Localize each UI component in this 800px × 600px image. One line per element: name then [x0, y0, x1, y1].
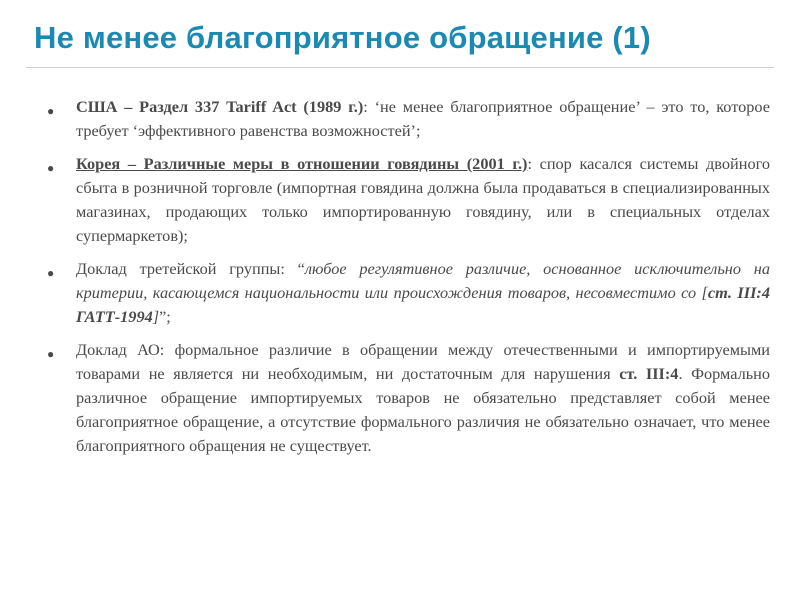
article-reference: ст. III:4: [619, 364, 679, 383]
bullet-item-korea-beef: [28, 152, 770, 248]
bullet-text: : ‘не менее благоприятное обращение’ – это то, которое требует ‘эффективного равенства возможностей’;: [76, 97, 770, 140]
bullet-list: [28, 95, 770, 467]
panel-quote: любое регулятивное различие, основанное исключительно на критерии, касающемся национальности или происхождения товаров, несовместимо со [: [76, 259, 770, 302]
bullet-dot-icon: ●: [47, 161, 55, 175]
panel-quote-end: ]: [152, 307, 160, 326]
case-reference: Корея – Различные меры в отношении говядины (2001 г.): [76, 154, 528, 173]
bullet-text: : спор касался системы двойного сбыта в розничной торговле (импортная говядина должна была продаваться в специализированных магазинах, продающих только импортированную говядину, или в специальных отделах супермаркетов);: [76, 154, 771, 245]
case-reference: США – Раздел 337 Tariff Act (1989 г.): [76, 97, 364, 116]
bullet-dot-icon: ●: [47, 266, 55, 280]
bullet-dot-icon: ●: [47, 104, 55, 118]
bullet-item-appellate-report: [28, 338, 770, 458]
article-reference: ст. III:4 ГАТТ-1994: [76, 283, 770, 326]
bullet-dot-icon: ●: [47, 347, 55, 361]
bullet-tail: . Формально различное обращение импортируемых товаров не обязательно представляет собой менее благоприятное обращение, а отсутствие формального различия не обязательно означает, что менее благоприятного обращения не существует.: [76, 364, 770, 455]
bullet-tail: ”;: [159, 307, 171, 326]
bullet-item-panel-report: [28, 257, 770, 329]
bullet-item-us-section-337: [28, 95, 770, 143]
slide-title: Не менее благоприятное обращение (1): [34, 20, 651, 55]
bullet-lead: Доклад третейской группы: “: [76, 259, 305, 278]
bullet-lead: Доклад АО: формальное различие в обращении между отечественными и импортируемыми товарами не является ни необходимым, ни достаточным для нарушения: [76, 340, 770, 383]
title-divider: [26, 67, 774, 68]
